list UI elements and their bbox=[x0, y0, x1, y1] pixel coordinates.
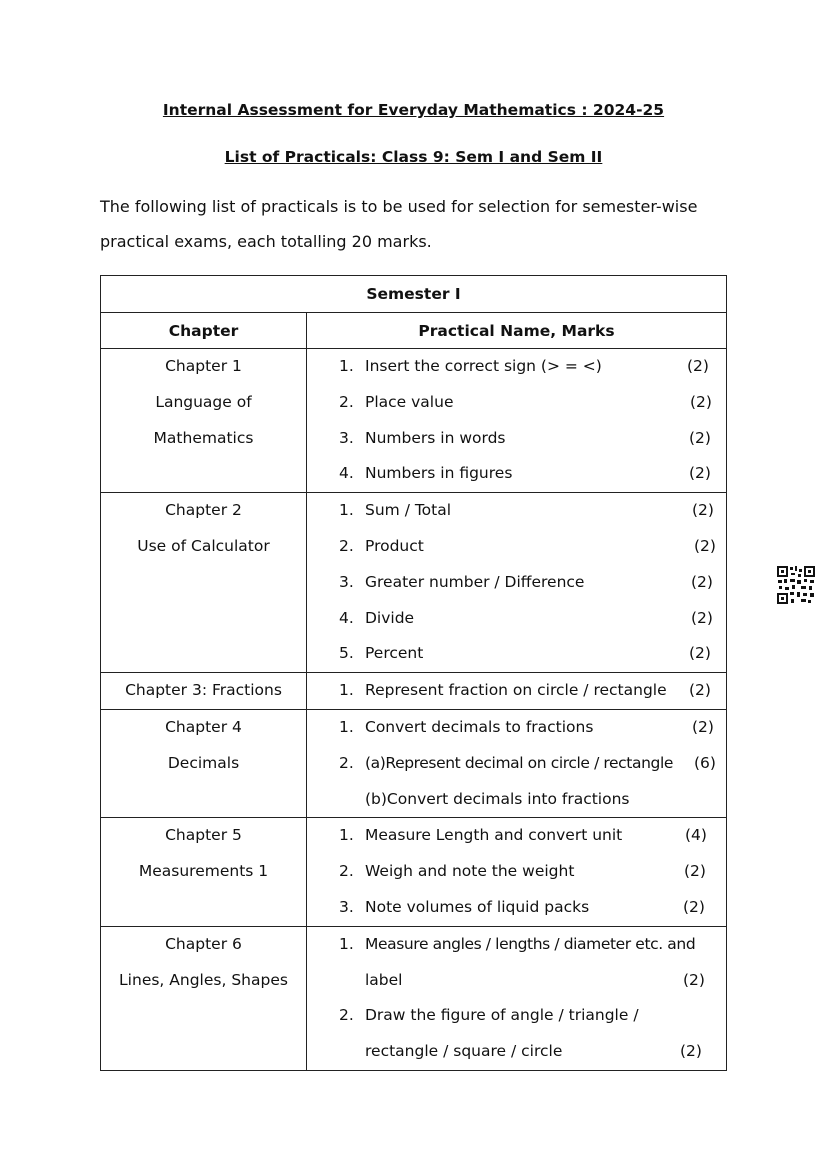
item-number: 2. bbox=[339, 536, 354, 555]
table-row bbox=[101, 349, 727, 493]
practical-item bbox=[307, 854, 726, 890]
practical-cell bbox=[307, 349, 727, 493]
page-title: Internal Assessment for Everyday Mathematics : 2024-25 bbox=[162, 101, 665, 119]
practical-item bbox=[307, 782, 726, 818]
item-text: Draw the figure of angle / triangle / bbox=[365, 1006, 639, 1025]
practical-cell bbox=[307, 673, 727, 710]
chapter-line: Chapter 5 bbox=[165, 826, 242, 845]
item-text: Insert the correct sign (> = <) bbox=[365, 357, 602, 375]
practical-item bbox=[307, 565, 726, 601]
intro-paragraph bbox=[100, 189, 740, 259]
intro-line-1: The following list of practicals is to be used for selection for semester-wise bbox=[100, 197, 698, 216]
item-marks: (2) bbox=[689, 644, 711, 663]
item-text: Measure Length and convert unit bbox=[365, 826, 623, 845]
practical-item bbox=[307, 963, 726, 999]
item-number: 4. bbox=[339, 464, 354, 483]
table-row bbox=[101, 673, 727, 710]
item-marks: (2) bbox=[691, 572, 713, 591]
chapter-line: Chapter 3: Fractions bbox=[125, 681, 282, 700]
item-marks: (2) bbox=[680, 1042, 702, 1061]
chapter-line: Mathematics bbox=[153, 428, 254, 447]
item-marks: (2) bbox=[694, 536, 716, 555]
item-text: Percent bbox=[365, 644, 424, 663]
item-marks: (2) bbox=[689, 428, 711, 447]
chapter-line: Chapter 2 bbox=[165, 501, 242, 520]
practicals-table bbox=[100, 275, 727, 1071]
qr-code-icon bbox=[776, 565, 816, 605]
item-number: 1. bbox=[339, 681, 354, 700]
chapter-cell bbox=[101, 926, 307, 1070]
item-text: rectangle / square / circle bbox=[365, 1042, 563, 1061]
practical-item bbox=[307, 746, 726, 782]
chapter-line: Lines, Angles, Shapes bbox=[119, 970, 288, 989]
chapter-line: Chapter 6 bbox=[165, 934, 242, 953]
item-text: Note volumes of liquid packs bbox=[365, 897, 590, 916]
practical-item bbox=[307, 493, 726, 529]
item-marks: (4) bbox=[685, 826, 707, 845]
column-header-chapter: Chapter bbox=[101, 313, 307, 349]
practical-item bbox=[307, 636, 726, 672]
chapter-line: Chapter 4 bbox=[165, 717, 242, 736]
item-text: Numbers in figures bbox=[365, 464, 513, 483]
item-marks: (2) bbox=[684, 862, 706, 881]
page-subtitle: List of Practicals: Class 9: Sem I and Sem II bbox=[224, 148, 603, 166]
item-number: 2. bbox=[339, 753, 354, 772]
chapter-cell bbox=[101, 818, 307, 926]
table-row bbox=[101, 926, 727, 1070]
practical-item bbox=[307, 456, 726, 492]
item-text: label bbox=[365, 970, 403, 989]
practical-item bbox=[307, 349, 726, 385]
item-marks: (2) bbox=[683, 897, 705, 916]
item-number: 2. bbox=[339, 392, 354, 411]
item-number: 2. bbox=[339, 862, 354, 881]
item-text: Measure angles / lengths / diameter etc. and bbox=[365, 934, 696, 953]
chapter-cell bbox=[101, 493, 307, 673]
practical-item bbox=[307, 710, 726, 746]
item-number: 1. bbox=[339, 826, 354, 845]
item-marks: (2) bbox=[690, 392, 712, 411]
item-text: Product bbox=[365, 536, 424, 555]
item-marks: (2) bbox=[691, 608, 713, 627]
item-marks: (2) bbox=[683, 970, 705, 989]
item-marks: (6) bbox=[694, 753, 716, 772]
item-text: Greater number / Difference bbox=[365, 572, 585, 591]
item-marks: (2) bbox=[692, 501, 714, 520]
practical-item bbox=[307, 998, 726, 1034]
item-number: 1. bbox=[339, 934, 354, 953]
chapter-cell bbox=[101, 673, 307, 710]
item-number: 1. bbox=[339, 717, 354, 736]
practical-item bbox=[307, 601, 726, 637]
chapter-line: Language of bbox=[155, 392, 252, 411]
table-row bbox=[101, 709, 727, 817]
chapter-line: Decimals bbox=[167, 753, 240, 772]
practical-item bbox=[307, 529, 726, 565]
item-marks: (2) bbox=[687, 357, 709, 375]
semester-heading: Semester I bbox=[101, 276, 727, 313]
item-text: Divide bbox=[365, 608, 415, 627]
table-row bbox=[101, 818, 727, 926]
item-marks: (2) bbox=[689, 464, 711, 483]
practical-item bbox=[307, 818, 726, 854]
item-text: Sum / Total bbox=[365, 501, 452, 520]
item-text: Place value bbox=[365, 392, 454, 411]
practical-item bbox=[307, 385, 726, 421]
chapter-cell bbox=[101, 709, 307, 817]
item-number: 2. bbox=[339, 1006, 354, 1025]
item-number: 3. bbox=[339, 897, 354, 916]
table-row bbox=[101, 493, 727, 673]
chapter-line: Chapter 1 bbox=[165, 357, 242, 375]
practical-cell bbox=[307, 818, 727, 926]
practical-item bbox=[307, 927, 726, 963]
practical-item bbox=[307, 421, 726, 457]
chapter-line: Measurements 1 bbox=[138, 862, 269, 881]
item-number: 3. bbox=[339, 428, 354, 447]
item-number: 1. bbox=[339, 501, 354, 520]
item-number: 5. bbox=[339, 644, 354, 663]
chapter-cell bbox=[101, 349, 307, 493]
column-header-practical: Practical Name, Marks bbox=[307, 313, 727, 349]
practical-cell bbox=[307, 926, 727, 1070]
practical-cell bbox=[307, 493, 727, 673]
intro-line-2: practical exams, each totalling 20 marks. bbox=[100, 232, 432, 251]
item-text: (a)Represent decimal on circle / rectangle bbox=[365, 753, 673, 772]
practical-item bbox=[307, 673, 726, 709]
item-text: Convert decimals to fractions bbox=[365, 717, 594, 736]
item-text: (b)Convert decimals into fractions bbox=[365, 789, 630, 808]
item-marks: (2) bbox=[689, 681, 711, 700]
item-number: 3. bbox=[339, 572, 354, 591]
item-text: Numbers in words bbox=[365, 428, 506, 447]
item-text: Represent fraction on circle / rectangle bbox=[365, 681, 667, 700]
item-text: Weigh and note the weight bbox=[365, 862, 575, 881]
practical-item bbox=[307, 890, 726, 926]
item-marks: (2) bbox=[692, 717, 714, 736]
item-number: 1. bbox=[339, 357, 354, 375]
item-number: 4. bbox=[339, 608, 354, 627]
practical-item bbox=[307, 1034, 726, 1070]
chapter-line: Use of Calculator bbox=[137, 536, 270, 555]
practical-cell bbox=[307, 709, 727, 817]
